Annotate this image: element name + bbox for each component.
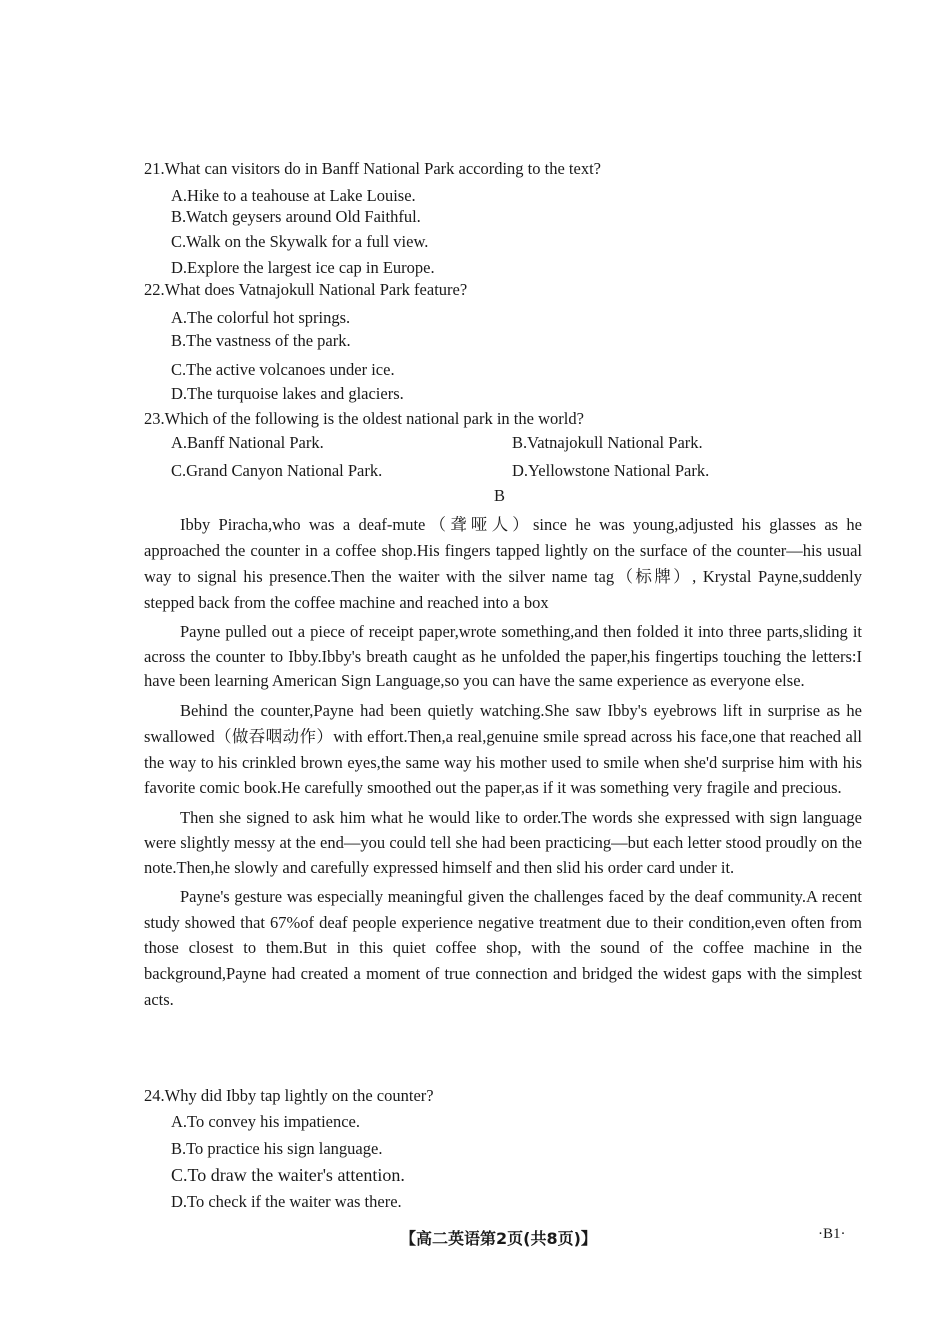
question-23-option-a: A.Banff National Park. [171,433,324,452]
passage-paragraph-3: Behind the counter,Payne had been quietly watching.She saw Ibby's eyebrows lift in surprise as he swallowed（做吞咽动作）with effort.Then,a real,genuine smile spread across his face,one that reached all the way to his crinkled brown eyes,the same way his mother used to smile when she'd surprise him with his favorite comic book.He carefully smoothed out the paper,as if it was something very fragile and precious. [144,701,862,798]
question-21-option-b: B.Watch geysers around Old Faithful. [171,207,421,226]
passage-b [144,512,862,1012]
passage-paragraph-1: Ibby Piracha,who was a deaf-mute（聋哑人）since he was young,adjusted his glasses as he approached the counter in a coffee shop.His fingers tapped lightly on the surface of the counter—his usual way to signal his presence.Then the waiter with the silver name tag（标牌）, Krystal Payne,suddenly stepped back from the coffee machine and reached into a box [144,515,862,612]
section-b-heading: B [494,486,506,505]
question-23-stem: 23.Which of the following is the oldest national park in the world? [144,409,584,428]
question-24-option-b: B.To practice his sign language. [171,1139,383,1158]
question-22-option-d: D.The turquoise lakes and glaciers. [171,384,404,403]
question-21-option-d: D.Explore the largest ice cap in Europe. [171,258,435,277]
passage-paragraph-2: Payne pulled out a piece of receipt paper,wrote something,and then folded it into three parts,sliding it across the counter to Ibby.Ibby's breath caught as he unfolded the paper,his fingertips touching the letters:I have been learning American Sign Language,so you can have the same experience as everyone else. [144,622,862,691]
question-23-option-d: D.Yellowstone National Park. [512,461,710,480]
question-23-option-b: B.Vatnajokull National Park. [512,433,703,452]
question-22-option-b: B.The vastness of the park. [171,331,351,350]
question-24-option-c: C.To draw the waiter's attention. [171,1165,405,1185]
question-24-option-a: A.To convey his impatience. [171,1112,361,1131]
question-21-stem: 21.What can visitors do in Banff National Park according to the text? [144,159,601,178]
question-21-option-c: C.Walk on the Skywalk for a full view. [171,232,429,251]
page-footer-title: 【高二英语第2页(共8页)】 [400,1229,597,1248]
question-24-stem: 24.Why did Ibby tap lightly on the counter? [144,1086,434,1105]
question-22-option-a: A.The colorful hot springs. [171,308,351,327]
passage-paragraph-5: Payne's gesture was especially meaningful given the challenges faced by the deaf community.A recent study showed that 67%of deaf people experience negative treatment due to their condition,even often from those closest to them.But in this quiet coffee shop, with the sound of the coffee machine in the background,Payne had created a moment of true connection and bridged the widest gaps with the simplest acts. [144,886,862,1009]
question-22-stem: 22.What does Vatnajokull National Park feature? [144,280,468,299]
passage-paragraph-4: Then she signed to ask him what he would like to order.The words she expressed with sign language were slightly messy at the end—you could tell she had been practicing—but each letter stood proudly on the note.Then,he slowly and carefully expressed himself and then slid his order card under it. [144,807,862,877]
question-21-option-a: A.Hike to a teahouse at Lake Louise. [171,186,416,205]
question-22-option-c: C.The active volcanoes under ice. [171,360,395,379]
question-23-option-c: C.Grand Canyon National Park. [171,461,383,480]
page-code: ·B1· [818,1226,846,1242]
question-24-option-d: D.To check if the waiter was there. [171,1192,402,1211]
